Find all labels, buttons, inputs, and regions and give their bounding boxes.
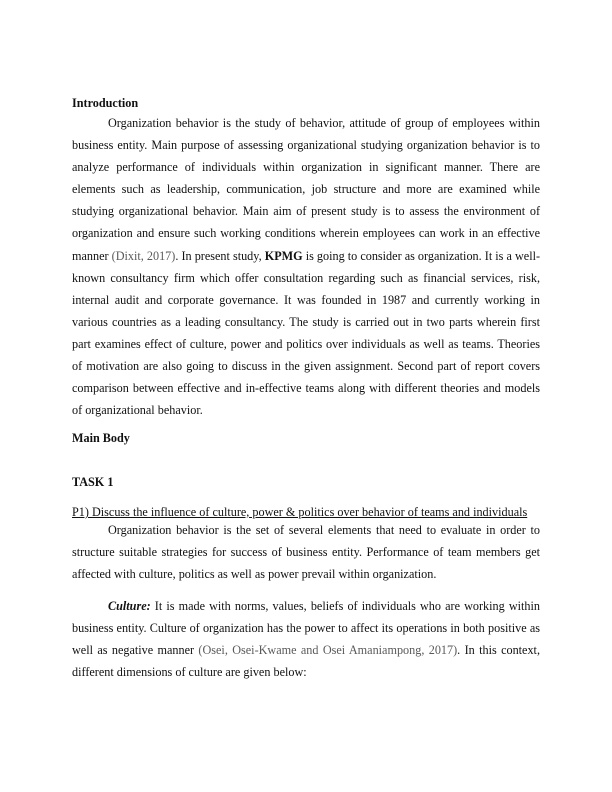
citation-osei: (Osei, Osei-Kwame and Osei Amaniampong, 2017) — [198, 643, 458, 658]
task1-paragraph: Organization behavior is the set of several elements that need to evaluate in order to structure suitable strategies for success of business entity. Performance of team members get affected with culture, politics as well as power prevail within organization. — [72, 523, 540, 582]
task1-question: P1) Discuss the influence of culture, power & politics over behavior of teams and individuals — [72, 505, 528, 519]
culture-paragraph — [72, 595, 540, 683]
company-name: KPMG — [264, 248, 303, 263]
intro-text-part2: . In present study, — [175, 248, 265, 263]
culture-label: Culture: — [108, 599, 151, 613]
culture-text-part1: It is made with norms, values, beliefs of individuals who are working within business entity. Culture of organization has the power to affect its operations in both positive as well as negative manner — [72, 599, 540, 658]
intro-text-part1: Organization behavior is the study of behavior, attitude of group of employees within business entity. Main purpose of assessing organizational studying organization behavior is to analyze performance of individuals within organization in significant manner. There are elements such as leadership, communication, job structure and more are examined while studying organizational behavior. Main aim of present study is to assess the environment of organization and ensure such working conditions wherein employees can work in an effective manner — [72, 116, 540, 263]
main-body-heading: Main Body — [72, 431, 130, 445]
introduction-paragraph — [72, 112, 540, 421]
introduction-heading: Introduction — [72, 96, 139, 110]
citation-dixit: (Dixit, 2017) — [111, 248, 176, 263]
culture-text-part2: . In this context, different dimensions of culture are given below: — [72, 643, 540, 680]
intro-text-part3: is going to consider as organization. It is a well-known consultancy firm which offer consultation regarding such as financial services, risk, internal audit and corporate governance. It was founded in 1987 and currently working in various countries as a leading consultancy. The study is carried out in two parts wherein first part examines effect of culture, power and politics over individuals as well as teams. Theories of motivation are also going to discuss in the given assignment. Second part of report covers comparison between effective and in-effective teams along with different theories and models of organizational behavior. — [72, 248, 541, 418]
task1-heading: TASK 1 — [72, 475, 114, 489]
